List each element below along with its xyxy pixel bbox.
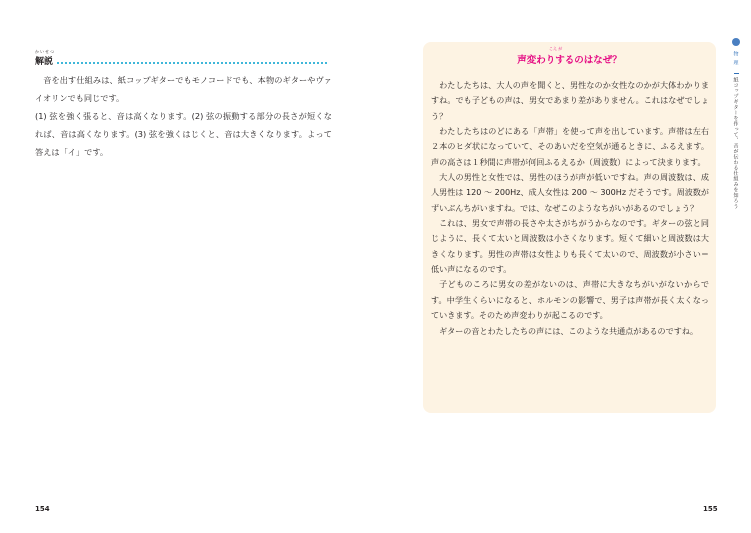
explanation-body xyxy=(35,71,332,161)
section-title-ruby: かいせつ xyxy=(35,49,55,54)
index-category: 物理 xyxy=(732,51,739,69)
column-paragraph: ギターの音とわたしたちの声には、このような共通点があるのですね。 xyxy=(439,325,699,336)
index-divider xyxy=(734,73,739,74)
page-number-left: 154 xyxy=(35,505,50,513)
index-dot-icon xyxy=(732,38,740,46)
column-box xyxy=(423,42,716,413)
index-title: 紙コップギターを作って、音が伝わる仕組みを知ろう xyxy=(732,77,739,209)
dotted-divider xyxy=(57,62,327,64)
explanation-header xyxy=(35,57,327,67)
column-title: 声変わりするのはなぜ？ xyxy=(517,55,622,66)
column-paragraph: 子どものころに男女の差がないのは、声帯に大きなちがいがないからです。中学生くらいになると、ホルモンの影響で、男子は声帯が長く太くなっていきます。そのため声変わりが起こるのです。 xyxy=(431,279,709,321)
explanation-paragraph-1: 音を出す仕組みは、紙コップギターでもモノコードでも、本物のギターやヴァイオリンでも同じです。 xyxy=(35,75,332,103)
column-paragraph: わたしたちはのどにある「声帯」を使って声を出しています。声帯は左右２本のヒダ状になっていて、そのあいだを空気が通るときに、ふるえます。声の高さは１秒間に声帯が何回ふるえるか（周波数）によって決まります。 xyxy=(431,126,709,167)
column-title-ruby: こえ が xyxy=(549,46,563,51)
column-paragraph: わたしたちは、大人の声を聞くと、男性なのか女性なのかが大体わかりますね。でも子どもの声は、男女であまり差がありません。これはなぜでしょう？ xyxy=(431,80,709,121)
column-body xyxy=(431,78,709,339)
side-index-tab xyxy=(728,38,744,238)
column-paragraph: これは、男女で声帯の長さや太さがちがうからなのです。ギターの弦と同じように、長くて太いと周波数は小さくなります。短くて細いと周波数は大きくなります。男性の声帯は女性よりも長くて太いので、周波数が小さい＝低い声になるのです。 xyxy=(431,218,709,275)
explanation-paragraph-2: (1) 弦を強く張ると、音は高くなります。(2) 弦の振動する部分の長さが短くなれば、音は高くなります。(3) 弦を強くはじくと、音は大きくなります。よって答えは「イ」です。 xyxy=(35,111,332,157)
column-paragraph: 大人の男性と女性では、男性のほうが声が低いですね。声の周波数は、成人男性は 120 ～ 200Hz、成人女性は 200 ～ 300Hz だそうです。周波数がずいぶんちがいますね。では、なぜこのようなちがいがあるのでしょう？ xyxy=(431,172,709,213)
explanation-title: 解説 xyxy=(35,57,54,67)
page-number-right: 155 xyxy=(703,505,718,513)
